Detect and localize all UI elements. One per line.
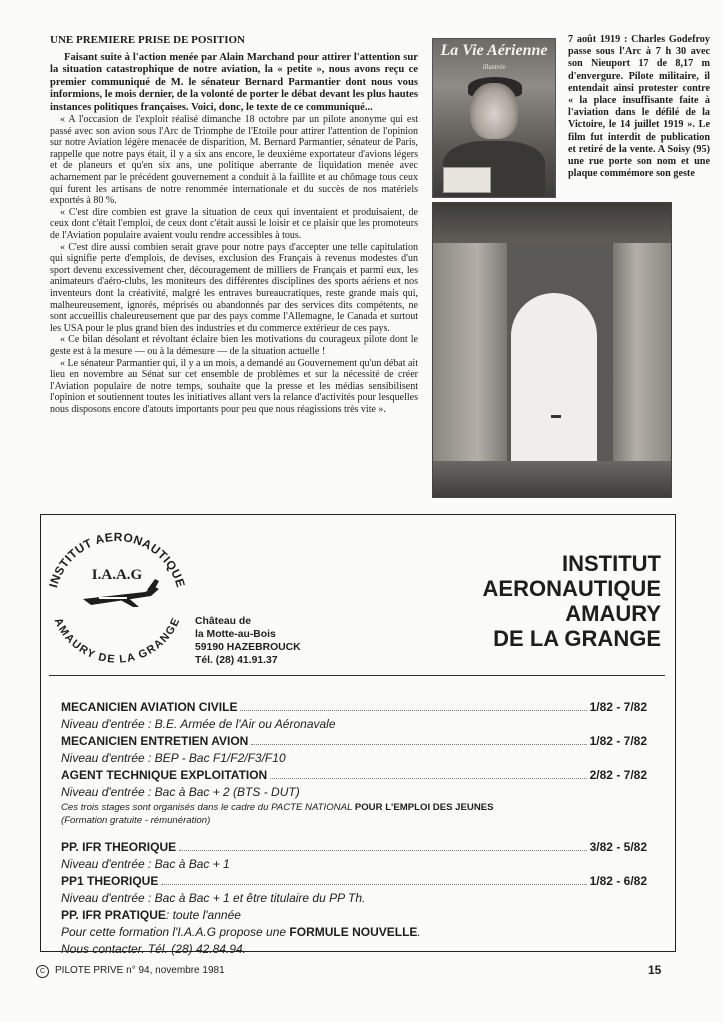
article-paragraph: « C'est dire combien est grave la situation de ceux qui inventaient et produisaient, de ceux dont c'était l'emploi, de ceux dont c'était aussi le loisir et ce plaisir que les promoteurs de l'Aviation populaire avaient voulu rendre accessibles à tous.	[50, 206, 418, 241]
article-heading: UNE PREMIERE PRISE DE POSITION	[50, 34, 245, 46]
course-row	[61, 733, 647, 750]
course-dates: 3/82 - 5/82	[589, 840, 647, 854]
note-remuneration: (Formation gratuite - rémunération)	[61, 815, 211, 826]
title-line: INSTITUT	[562, 551, 661, 576]
arc-attic	[433, 203, 671, 243]
course-name: MECANICIEN AVIATION CIVILE	[61, 700, 238, 714]
arc-de-triomphe-photo	[432, 202, 672, 498]
course-level: Niveau d'entrée : Bac à Bac + 1 et être titulaire du PP Th.	[61, 891, 366, 905]
copyright-icon: C	[36, 965, 49, 978]
course-dates: 1/82 - 7/82	[589, 700, 647, 714]
course-row	[61, 839, 647, 856]
address-line: 59190 HAZEBROUCK	[195, 642, 301, 653]
portrait-face	[470, 83, 518, 139]
course-row	[61, 873, 647, 890]
logo-ring-top: INSTITUT AERONAUTIQUE	[46, 529, 188, 590]
contact-line: Nous contacter. Tél. (28) 42.84.94.	[61, 942, 246, 956]
article-paragraph: « C'est dire aussi combien serait grave pour notre pays d'accepter une telle capitulation qui signifie perte d'emplois, de devises, exclusion des Français à revenus modestes d'un sport devenu excessivement cher, découragement de milliers de Français et parmi eux, les animateurs d'aéro-clubs, les moniteurs des différentes disciplines des sports aériens et nos inventeurs dont la créativité, malgré les entraves bureaucratiques, reste grande mais qui, malheureusement, ignorés, méprisés ou abandonnés par des services dits compétents, ne sont accueillis chaleureusement que par des pays comme l'Allemagne, le Canada et surtout les USA pour le plus grand bien des industries et du commerce extérieur de ces pays.	[50, 241, 418, 334]
article	[50, 34, 418, 506]
photo-caption: 7 août 1919 : Charles Godefroy passe sous l'Arc à 7 h 30 avec son Nieuport 17 de 8,17 m d'envergure. Pilote militaire, il entendait ainsi protester contre « la place insuffisante faite à l'aviation dans le défilé de la Victoire, le 14 juillet 1919 ». Le film fut interdit de publication et retiré de la vente. A Soisy (95) une rue porte son nom et une plaque commémore son geste	[562, 34, 710, 186]
dot-leader	[161, 884, 586, 885]
dot-leader	[251, 744, 586, 745]
dot-leader	[240, 710, 586, 711]
formule-end: .	[417, 925, 421, 939]
course-level: Niveau d'entrée : BEP - Bac F1/F2/F3/F10	[61, 751, 286, 765]
course-name: MECANICIEN ENTRETIEN AVION	[61, 734, 249, 748]
dot-leader	[179, 850, 586, 851]
page-number: 15	[648, 963, 662, 977]
article-paragraph: « Le sénateur Parmantier qui, il y a un mois, a demandé au Gouvernement qu'un débat ait lieu en novembre au Sénat sur cet ensemble de problèmes et sur la nécessité de créer l'Aviation populaire de notre temps, souhaite que la presse et les médias sensibilisent l'opinion et soutiennent toutes les initiatives allant vers la relance d'activités pour lesquelles nous disposons encore d'atouts importants pour peu que nous réagissions très vite ».	[50, 357, 418, 415]
course-level: Niveau d'entrée : Bac à Bac + 2 (BTS - DUT)	[61, 785, 300, 799]
course-name: AGENT TECHNIQUE EXPLOITATION	[61, 768, 268, 782]
address-phone: Tél. (28) 41.91.37	[195, 655, 278, 666]
course-availability: : toute l'année	[165, 908, 241, 922]
course-name: PP1 THEORIQUE	[61, 874, 159, 888]
title-line: AERONAUTIQUE	[482, 576, 661, 601]
title-line: AMAURY	[565, 601, 661, 626]
course-row-pratique	[61, 907, 647, 924]
arc-pillar-right	[613, 243, 671, 473]
jet-icon	[83, 579, 159, 607]
address-line: la Motte-au-Bois	[195, 629, 276, 640]
address-block	[195, 615, 301, 667]
course-dates: 1/82 - 6/82	[589, 874, 647, 888]
course-level: Niveau d'entrée : Bac à Bac + 1	[61, 857, 230, 871]
iaag-logo	[45, 519, 189, 663]
article-paragraph: « A l'occasion de l'exploit réalisé dimanche 18 octobre par un pilote anonyme qui est passé avec son avion sous l'Arc de Triomphe de l'Etoile pour attirer l'attention de l'opinion sur notre Aviation légère menacée de disparition, M. Bernard Parmantier, sénateur de Paris, rappelle que notre pays était, il y a six ans encore, le deuxième exportateur d'avions légers et de planeurs et qu'en six ans, une politique aberrante de liquidation menée avec acharnement par le précédent gouvernement a conduit à la faillite et au chômage tous ceux qui furent les artisans de notre renommée internationale et du succès de nos matériels exportés à 80 %.	[50, 114, 418, 207]
logo-ring-bottom: AMAURY DE LA GRANGE	[51, 616, 183, 663]
formule-bold: FORMULE NOUVELLE	[289, 925, 418, 939]
cover-masthead: La Vie Aérienne	[440, 42, 548, 59]
formule-text: Pour cette formation l'I.A.A.G propose une	[61, 925, 290, 939]
formule-line	[61, 924, 647, 941]
arc-ground	[433, 461, 671, 497]
arc-pillar-left	[433, 243, 507, 473]
pacte-note	[61, 801, 647, 814]
article-paragraph: « Ce bilan désolant et révoltant éclaire bien les motivations du courageux pilote dont le geste est à la mesure — ou à la démesure — de la situation actuelle !	[50, 334, 418, 357]
course-dates: 1/82 - 7/82	[589, 734, 647, 748]
logo-center-text: I.A.A.G	[91, 567, 143, 583]
institute-title	[483, 551, 661, 651]
dot-leader	[270, 778, 586, 779]
iaag-advertisement	[40, 514, 676, 956]
cover-label	[443, 167, 491, 193]
article-intro: Faisant suite à l'action menée par Alain Marchand pour attirer l'attention sur la situation catastrophique de notre aviation, la « petite », nous avons reçu ce premier communiqué de M. le sénateur Bernard Parmantier dont nous vous informions, le mois dernier, de la volonté de porter le débat devant les plus hautes instances politiques françaises. Voici, donc, le texte de ce communiqué...	[50, 52, 418, 113]
divider	[49, 675, 665, 676]
address-line: Château de	[195, 616, 252, 627]
cover-subtitle: illustrée	[482, 63, 506, 71]
airplane-icon	[551, 415, 561, 418]
magazine-cover-photo	[432, 38, 556, 198]
course-name: PP. IFR PRATIQUE	[61, 908, 166, 922]
note-bold: POUR L'EMPLOI DES JEUNES	[354, 802, 494, 813]
course-name: PP. IFR THEORIQUE	[61, 840, 177, 854]
arc-opening	[511, 293, 597, 461]
course-dates: 2/82 - 7/82	[589, 768, 647, 782]
footer-publication	[36, 964, 225, 978]
note-text: Ces trois stages sont organisés dans le cadre du PACTE NATIONAL	[61, 802, 355, 813]
course-level: Niveau d'entrée : B.E. Armée de l'Air ou Aéronavale	[61, 717, 336, 731]
course-row	[61, 699, 647, 716]
publication-info: PILOTE PRIVE n° 94, novembre 1981	[55, 965, 225, 976]
course-list	[61, 699, 647, 958]
title-line: DE LA GRANGE	[493, 626, 661, 651]
course-row	[61, 767, 647, 784]
